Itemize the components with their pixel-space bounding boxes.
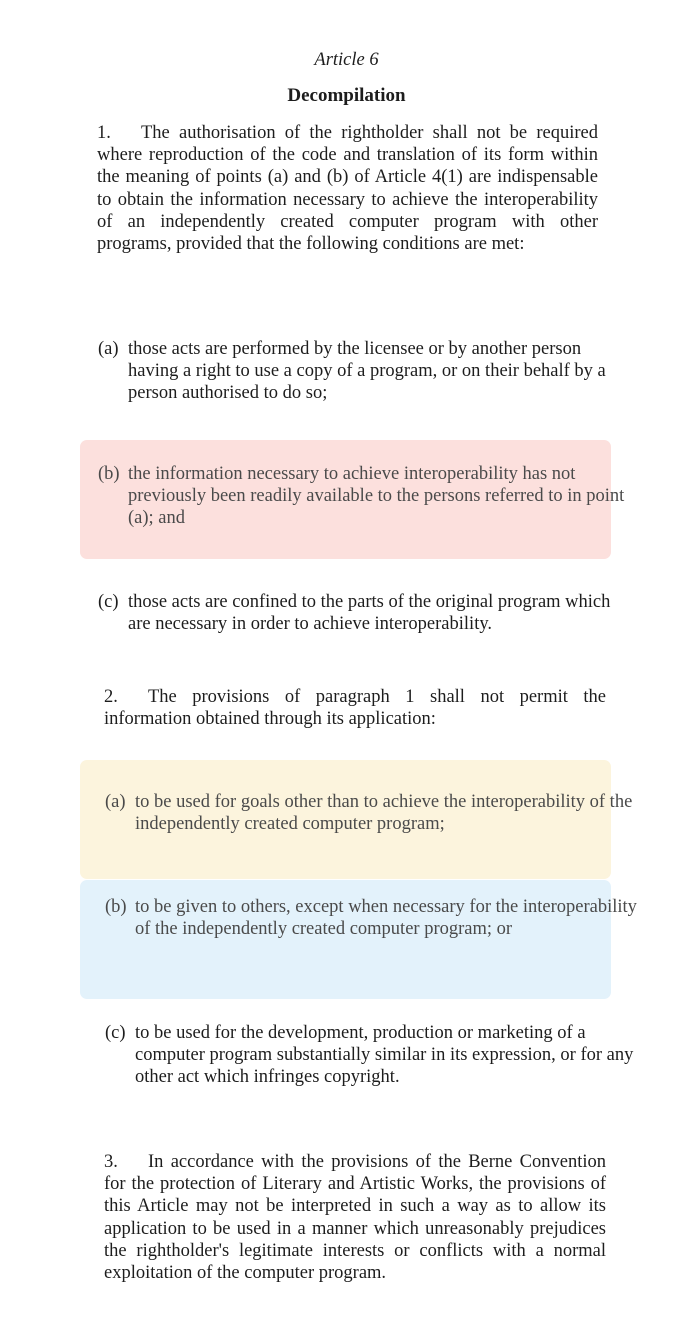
article-number: Article 6 bbox=[314, 50, 379, 70]
paragraph-3-number: 3. bbox=[104, 1152, 118, 1172]
item-text: those acts are performed by the licensee or by another person having a right to use a copy of a program, or on their behalf by a person authorised to do so; bbox=[128, 339, 606, 404]
item-label: (c) bbox=[98, 592, 119, 612]
paragraph-2-item-a bbox=[105, 791, 637, 835]
paragraph-2 bbox=[104, 686, 606, 730]
item-text: those acts are confined to the parts of the original program which are necessary in order to achieve interoperability. bbox=[128, 592, 611, 635]
paragraph-1 bbox=[97, 122, 598, 255]
highlight-box-yellow bbox=[80, 760, 633, 879]
article-title: Decompilation bbox=[287, 85, 406, 106]
paragraph-3-text: In accordance with the provisions of the Berne Convention for the protection of Literary and Artistic Works, the provisions of this Article may not be interpreted in such a way as to allow its application to be used in a manner which unreasonably prejudices the rightholder's legitimate interests or conflicts with a normal exploitation of the computer program. bbox=[104, 1152, 606, 1284]
paragraph-2-number: 2. bbox=[104, 687, 118, 707]
paragraph-1-item-a bbox=[98, 338, 628, 405]
paragraph-1-text: The authorisation of the rightholder shall not be required where reproduction of the code and translation of its form within the meaning of points (a) and (b) of Article 4(1) are indispensable to obtain the information necessary to achieve the interoperability of an independently created computer program with other programs, provided that the following conditions are met: bbox=[97, 123, 598, 255]
item-text: to be used for the development, production or marketing of a computer program substantially similar in its expression, or for any other act which infringes copyright. bbox=[135, 1023, 634, 1088]
item-label: (a) bbox=[105, 792, 126, 812]
item-text: to be used for goals other than to achieve the interoperability of the independently created computer program; bbox=[135, 792, 633, 835]
item-text: to be given to others, except when necessary for the interoperability of the independently created computer program; or bbox=[135, 897, 637, 940]
paragraph-3 bbox=[104, 1151, 606, 1284]
item-label: (a) bbox=[98, 339, 119, 359]
item-label: (c) bbox=[105, 1023, 126, 1043]
paragraph-1-item-c bbox=[98, 591, 628, 635]
highlight-box-red bbox=[80, 440, 625, 559]
item-label: (b) bbox=[98, 464, 120, 484]
item-label: (b) bbox=[105, 897, 127, 917]
paragraph-1-item-b bbox=[98, 463, 628, 530]
paragraph-2-text: The provisions of paragraph 1 shall not permit the information obtained through its application: bbox=[104, 687, 606, 730]
paragraph-2-item-c bbox=[105, 1022, 637, 1089]
item-text: the information necessary to achieve interoperability has not previously been readily available to the persons referred to in point (a); and bbox=[128, 464, 625, 529]
paragraph-1-number: 1. bbox=[97, 123, 111, 143]
paragraph-2-item-b bbox=[105, 896, 637, 940]
highlight-box-blue bbox=[80, 880, 637, 999]
